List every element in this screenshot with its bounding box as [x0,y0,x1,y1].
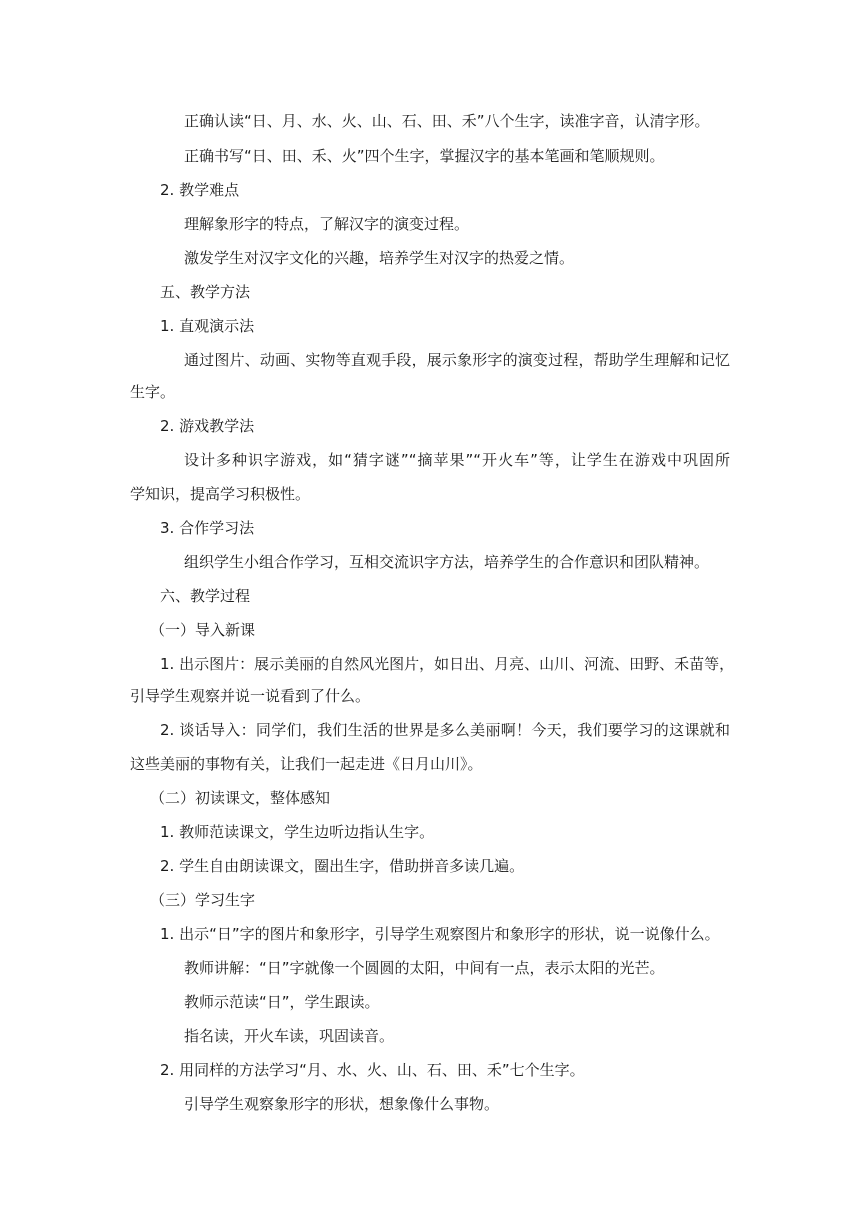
text-line: 生字。 [130,383,176,401]
text-line: 激发学生对汉字文化的兴趣，培养学生对汉字的热爱之情。 [184,249,575,267]
list-heading: 1. 直观演示法 [160,317,255,335]
text-line: 1. 出示“日”字的图片和象形字，引导学生观察图片和象形字的形状，说一说像什么。 [160,925,720,943]
list-heading: 2. 游戏教学法 [160,417,255,435]
text-line: 1. 出示图片：展示美丽的自然风光图片，如日出、月亮、山川、河流、田野、禾苗等， [160,655,735,673]
text-line: 这些美丽的事物有关，让我们一起走进《日月山川》。 [130,755,483,773]
text-line: 组织学生小组合作学习，互相交流识字方法，培养学生的合作意识和团队精神。 [184,553,710,571]
text-line: 引导学生观察并说一说看到了什么。 [130,687,371,705]
text-line: 学知识，提高学习积极性。 [130,485,311,503]
text-line: 2. 学生自由朗读课文，圈出生字，借助拼音多读几遍。 [160,857,525,875]
list-heading: 3. 合作学习法 [160,519,255,537]
list-heading: 2. 教学难点 [160,181,240,199]
text-line: 教师示范读“日”，学生跟读。 [184,993,380,1011]
subsection-heading: （三）学习生字 [150,891,256,909]
section-heading: 五、教学方法 [160,283,251,301]
text-line: 通过图片、动画、实物等直观手段，展示象形字的演变过程，帮助学生理解和记忆 [184,351,730,369]
text-line: 指名读，开火车读，巩固读音。 [184,1027,395,1045]
text-line: 2. 谈话导入：同学们，我们生活的世界是多么美丽啊！今天，我们要学习的这课就和 [160,721,730,739]
subsection-heading: （二）初读课文，整体感知 [150,789,331,807]
text-line: 理解象形字的特点，了解汉字的演变过程。 [184,215,470,233]
text-line: 正确书写“日、田、禾、火”四个生字，掌握汉字的基本笔画和笔顺规则。 [184,147,665,165]
text-line: 设计多种识字游戏，如“猜字谜”“摘苹果”“开火车”等，让学生在游戏中巩固所 [184,451,730,469]
text-line: 引导学生观察象形字的形状，想象像什么事物。 [184,1095,500,1113]
subsection-heading: （一）导入新课 [150,621,256,639]
text-line: 1. 教师范读课文，学生边听边指认生字。 [160,823,435,841]
text-line: 教师讲解：“日”字就像一个圆圆的太阳，中间有一点，表示太阳的光芒。 [184,959,665,977]
section-heading: 六、教学过程 [160,587,251,605]
text-line: 正确认读“日、月、水、火、山、石、田、禾”八个生字，读准字音，认清字形。 [184,112,710,130]
text-line: 2. 用同样的方法学习“月、水、火、山、石、田、禾”七个生字。 [160,1061,585,1079]
